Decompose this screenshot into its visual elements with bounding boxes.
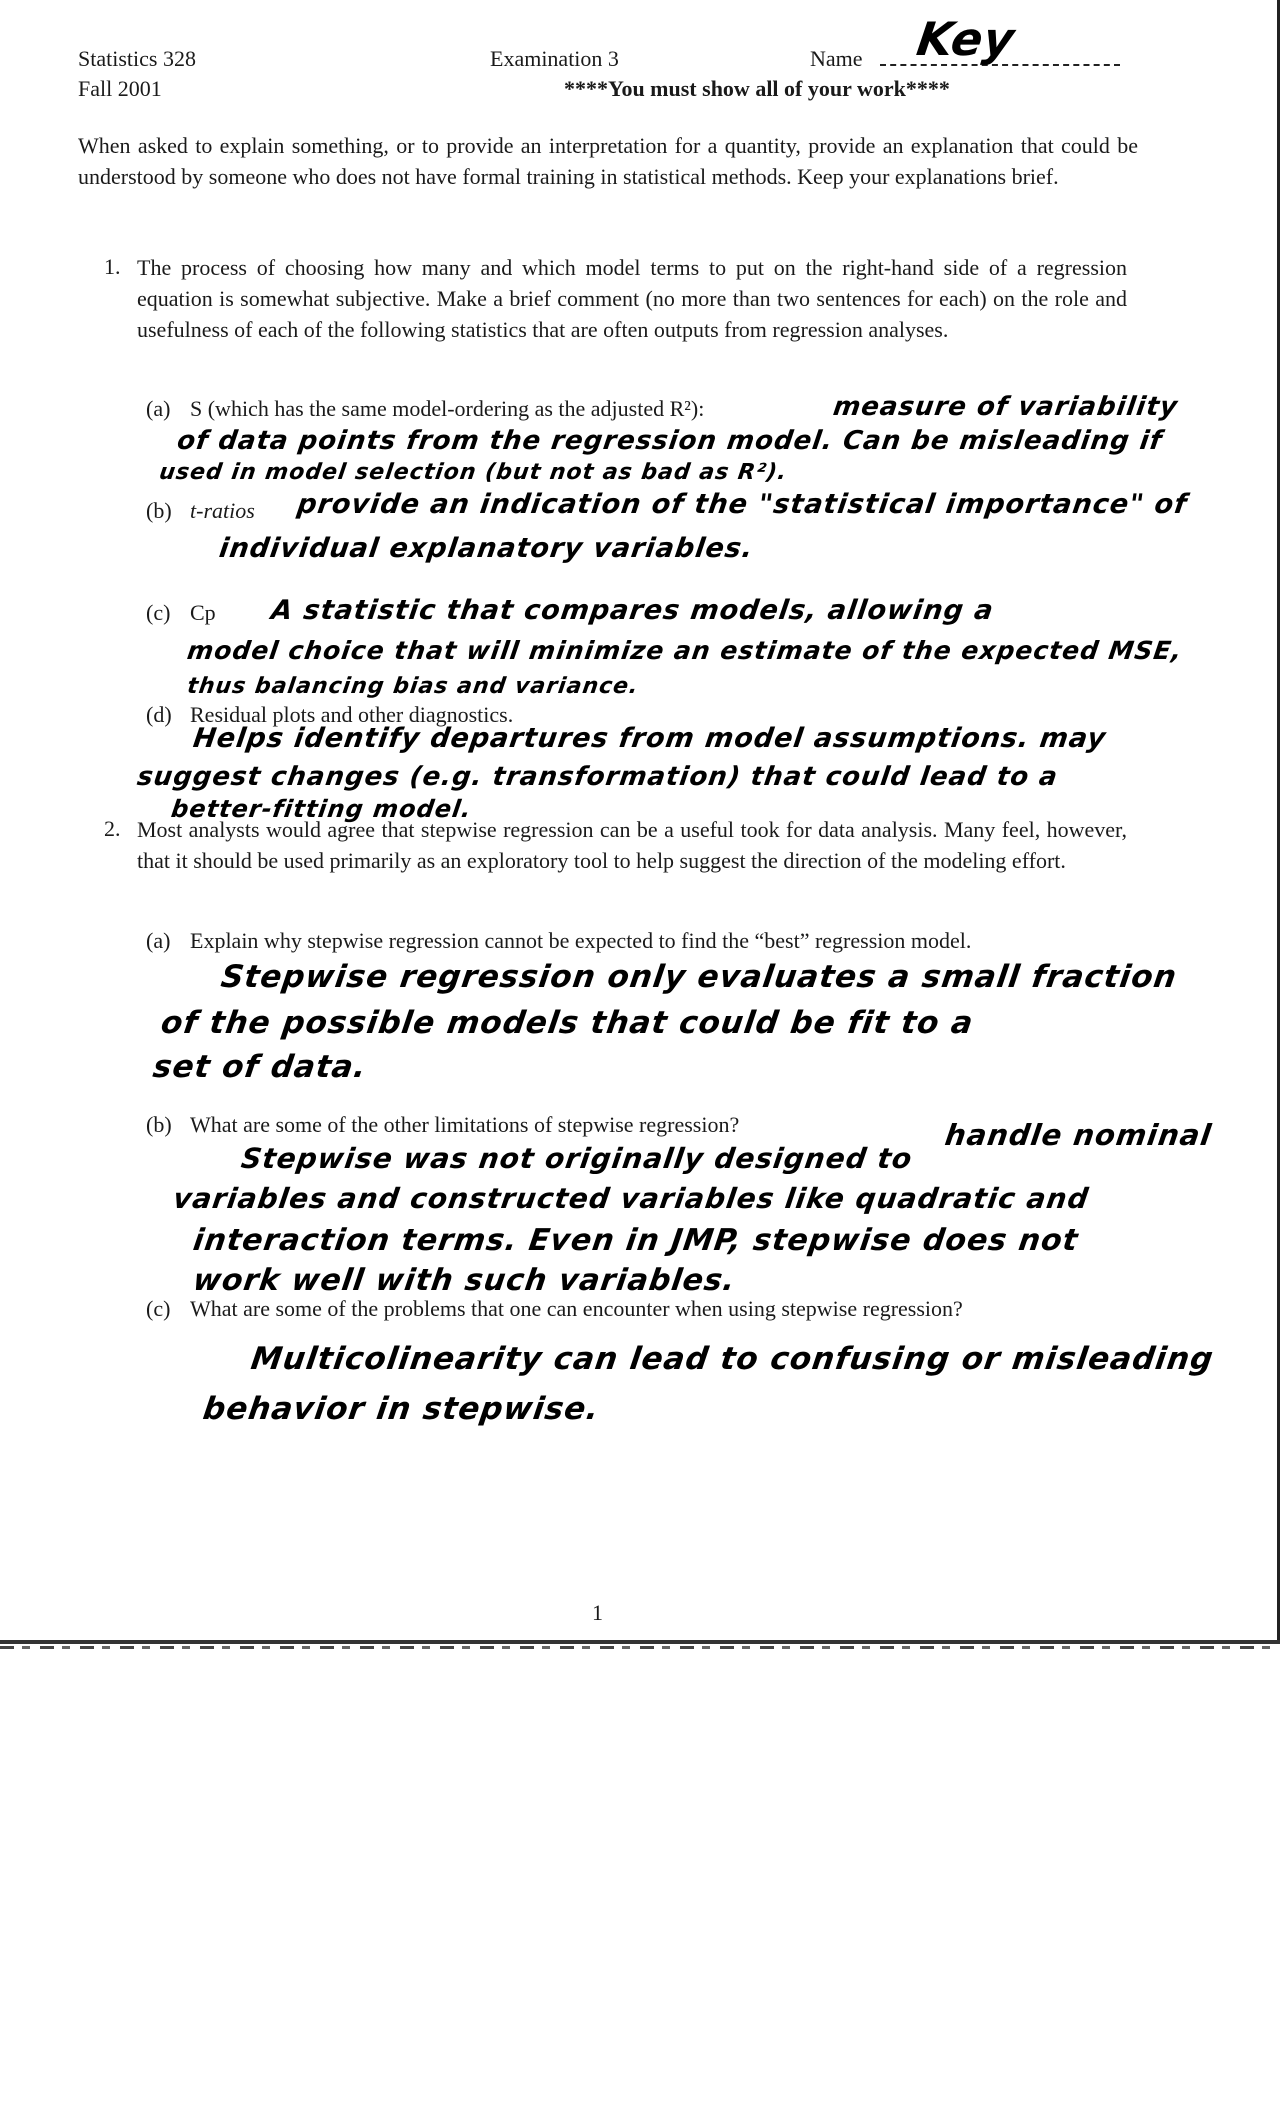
q1c-label: (c): [146, 600, 171, 625]
q1b-prompt: t-ratios: [190, 498, 255, 523]
q1-number: 1.: [104, 254, 121, 279]
q2a-answer-3: set of data.: [150, 1049, 370, 1085]
q1c-answer-3: thus balancing bias and variance.: [185, 674, 641, 699]
q1a-answer-2: of data points from the regression model. Can be misleading if: [175, 426, 1165, 456]
q2-number: 2.: [104, 816, 121, 841]
name-label: Name: [810, 46, 863, 71]
q2a-answer-2: of the possible models that could be fit to a: [158, 1005, 976, 1041]
term: Fall 2001: [78, 76, 162, 101]
q1d-answer-1: Helps identify departures from model assumptions. may: [191, 723, 1109, 754]
q2b-answer-4: interaction terms. Even in JMP, stepwise does not: [190, 1223, 1081, 1258]
q1c-answer-2: model choice that will minimize an estimate of the expected MSE,: [185, 636, 1185, 665]
q2c-answer-1: Multicolinearity can lead to confusing or misleading: [248, 1341, 1216, 1377]
page-number: 1: [592, 1600, 603, 1625]
q2b-label: (b): [146, 1112, 172, 1137]
scan-bottom-noise: [0, 1646, 1280, 1649]
q1c-prompt: Cp: [190, 600, 216, 625]
q2a-answer-1: Stepwise regression only evaluates a small fraction: [218, 959, 1180, 995]
q1a-label: (a): [146, 396, 171, 421]
q2c-label: (c): [146, 1296, 171, 1321]
course-title: Statistics 328: [78, 46, 196, 71]
q1a-answer-3: used in model selection (but not as bad as R²).: [157, 460, 789, 485]
q1c-answer-1: A statistic that compares models, allowing a: [269, 595, 996, 626]
q2c-answer-2: behavior in stepwise.: [200, 1391, 602, 1427]
instructions: When asked to explain something, or to provide an interpretation for a quantity, provide an explanation that could be understood by someone who does not have formal training in statistical methods. Keep your explanations brief.: [78, 133, 1138, 189]
q2a-label: (a): [146, 928, 171, 953]
exam-title: Examination 3: [490, 46, 619, 71]
q2-text: Most analysts would agree that stepwise regression can be a useful took for data analysis. Many feel, however, that it should be used primarily as an exploratory tool to help suggest the direction of the modeling effort.: [137, 817, 1127, 873]
q2b-answer-1: handle nominal: [942, 1118, 1214, 1152]
q1d-prompt: Residual plots and other diagnostics.: [190, 702, 514, 727]
q1d-answer-2: suggest changes (e.g. transformation) that could lead to a: [135, 762, 1060, 792]
q1d-answer-3: better-fitting model.: [169, 795, 474, 823]
q1d-label: (d): [146, 702, 172, 727]
q1b-answer-1: provide an indication of the "statistical importance" of: [295, 489, 1190, 520]
q2b-answer-3: variables and constructed variables like quadratic and: [171, 1182, 1092, 1215]
q2b-answer-5: work well with such variables.: [190, 1263, 738, 1298]
work-notice: ****You must show all of your work****: [564, 76, 950, 101]
q1a-prompt: S (which has the same model-ordering as the adjusted R²):: [190, 396, 705, 421]
q2a-prompt: Explain why stepwise regression cannot be expected to find the “best” regression model.: [190, 928, 972, 953]
q1b-answer-2: individual explanatory variables.: [217, 533, 756, 564]
q1b-label: (b): [146, 498, 172, 523]
q2b-answer-2: Stepwise was not originally designed to: [239, 1142, 915, 1175]
name-value: Key: [913, 12, 1019, 66]
q2b-prompt: What are some of the other limitations of stepwise regression?: [190, 1112, 740, 1137]
q1-text: The process of choosing how many and which model terms to put on the right-hand side of a regression equation is somewhat subjective. Make a brief comment (no more than two sentences for each) on the role and usefulness of each of the following statistics that are often outputs from regression analyses.: [137, 255, 1127, 342]
scan-bottom-edge: [0, 1640, 1280, 1644]
q2c-prompt: What are some of the problems that one can encounter when using stepwise regression?: [190, 1296, 963, 1321]
q1a-answer-1: measure of variability: [831, 392, 1180, 422]
